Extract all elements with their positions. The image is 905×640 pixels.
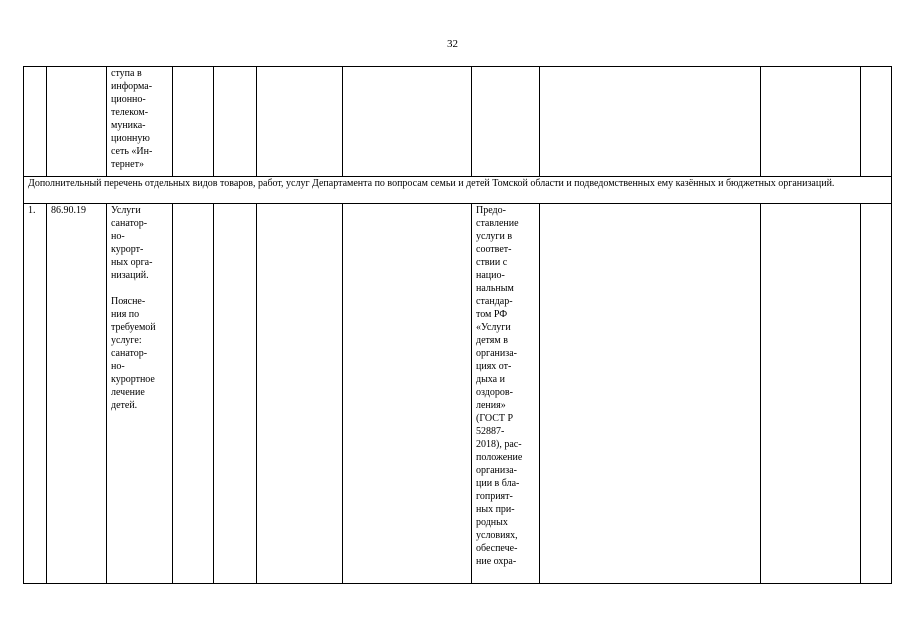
cell-name <box>107 67 173 177</box>
cell-empty <box>343 67 472 177</box>
cell-empty <box>173 204 214 584</box>
cell-empty <box>761 204 861 584</box>
cell-empty <box>540 67 761 177</box>
cell-empty <box>472 67 540 177</box>
cell-code <box>47 67 107 177</box>
cell-number <box>24 67 47 177</box>
page-number: 32 <box>447 38 458 50</box>
item-requirement <box>472 204 540 584</box>
item-code: 86.90.19 <box>47 204 107 584</box>
cell-empty <box>214 204 257 584</box>
cell-empty <box>173 67 214 177</box>
section-header-row <box>24 177 892 204</box>
cell-empty <box>861 204 892 584</box>
item-requirement-text: Предо- ставление услуги в соответ- ствии с нацио- нальным стандар- том РФ «Услуги детям в организа- циях от- дыха и оздоров- ления» (ГОСТ Р 52887- 2018), рас- положение организа- ции в бла- гоприят- ных при- родных условиях, обеспече- ние охра- <box>476 205 523 567</box>
section-header: Дополнительный перечень отдельных видов товаров, работ, услуг Департамента по вопросам семьи и детей Томской области и подведомственных ему казённых и бюджетных организаций. <box>24 177 892 204</box>
cell-empty <box>257 67 343 177</box>
continuation-name-text: ступа в информа- ционно- телеком- муника- ционную сеть «Ин- тернет» <box>111 68 153 170</box>
procurement-table <box>23 66 892 584</box>
cell-empty <box>761 67 861 177</box>
cell-empty <box>343 204 472 584</box>
cell-empty <box>861 67 892 177</box>
cell-empty <box>214 67 257 177</box>
item-name-text: Услуги санатор- но- курорт- ных орга- низаций. Поясне- ния по требуемой услуге: санатор- но- курортное лечение детей. <box>111 205 156 411</box>
item-row <box>24 204 892 584</box>
item-name <box>107 204 173 584</box>
item-number: 1. <box>24 204 47 584</box>
cell-empty <box>540 204 761 584</box>
cell-empty <box>257 204 343 584</box>
continuation-row <box>24 67 892 177</box>
